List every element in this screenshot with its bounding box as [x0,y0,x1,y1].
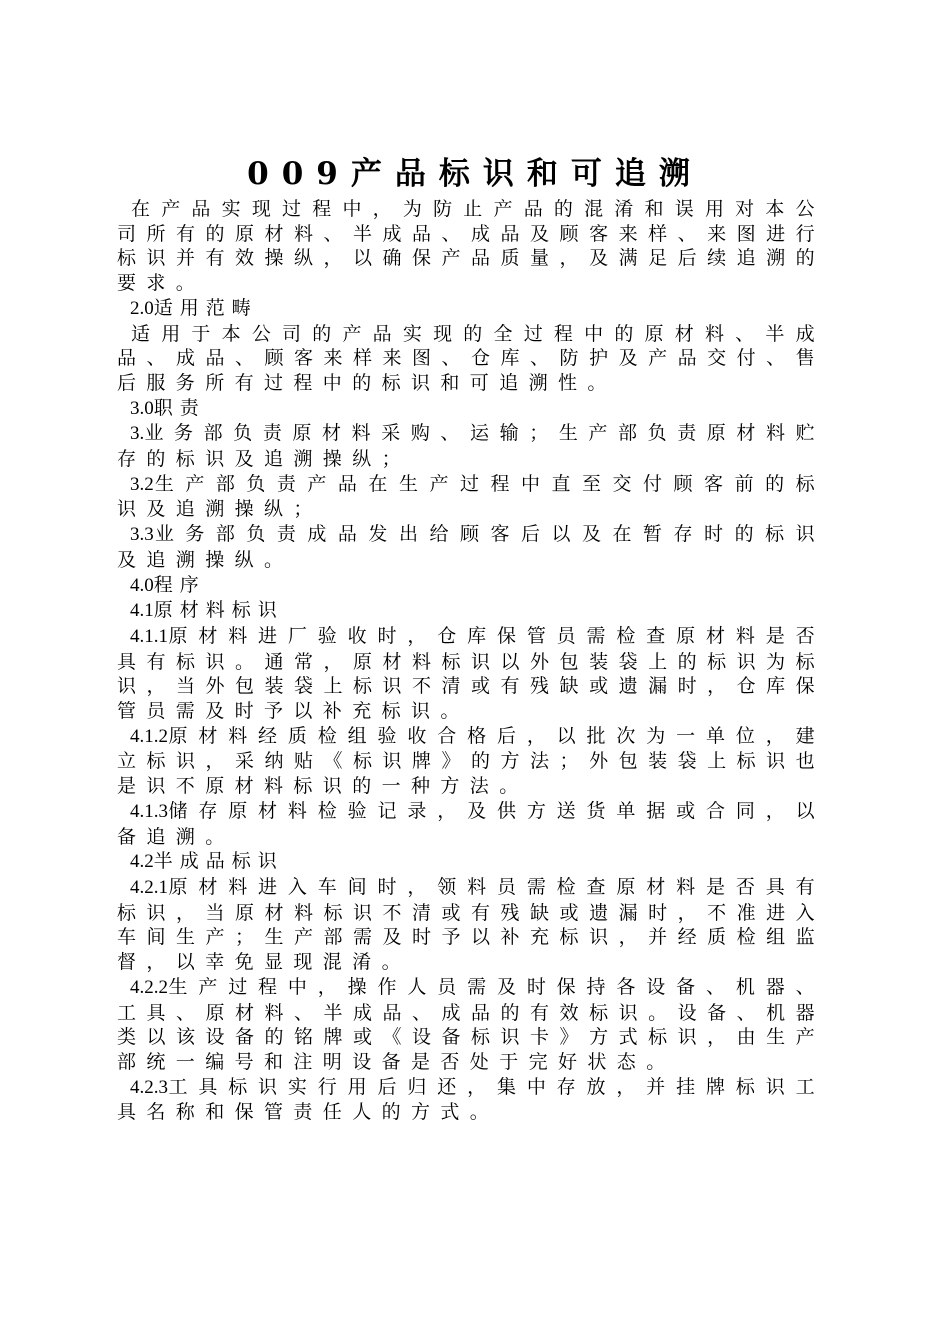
section-4-2-3-paragraph [117,1075,825,1125]
section-3-1-text: 业务部负责原材料采购、运输；生产部负责原材料贮存的标识及追溯操纵； [117,422,825,471]
section-4-2-heading [117,849,825,875]
section-4-2-3-text: 工具标识实行用后归还，集中存放，并挂牌标识工具名称和保管责任人的方式。 [117,1075,825,1124]
section-2-title: 适用范畴 [153,296,258,319]
section-4-2-number: 4.2 [130,851,154,873]
section-3-3-text: 业务部负责成品发出给顾客后以及在暂存时的标识及追溯操纵。 [117,523,825,571]
section-4-1-title: 原材料标识 [153,599,284,622]
section-3-1-number: 3. [130,423,145,445]
section-3-2-text: 生产部负责产品在生产过程中直至交付顾客前的标识及追溯操纵； [117,472,825,521]
section-3-2-number: 3.2 [130,473,154,495]
section-4-title: 程序 [153,573,206,596]
section-3-2-paragraph [117,472,825,522]
section-4-1-1-number: 4.1.1 [130,625,168,647]
section-4-2-2-paragraph [117,975,825,1075]
section-3-number: 3.0 [130,397,154,419]
document-body [117,197,825,1125]
section-2-heading [117,296,825,322]
section-4-number: 4.0 [130,574,154,596]
section-3-3-number: 3.3 [130,524,154,546]
section-4-1-2-paragraph [117,724,825,799]
section-4-1-number: 4.1 [130,600,154,622]
intro-paragraph: 在产品实现过程中，为防止产品的混淆和误用对本公司所有的原材料、半成品、成品及顾客来样、来图进行标识并有效操纵，以确保产品质量，及满足后续追溯的要求。 [117,198,825,295]
section-3-1-paragraph [117,421,825,471]
section-4-2-2-number: 4.2.2 [130,976,168,998]
section-4-1-heading [117,598,825,624]
section-4-1-3-paragraph [117,799,825,849]
section-4-1-3-text: 储存原材料检验记录，及供方送货单据或合同，以备追溯。 [117,799,825,848]
section-4-2-1-text: 原材料进入车间时，领料员需检查原材料是否具有标识，当原材料标识不清或有残缺或遗漏时，不准进入车间生产；生产部需及时予以补充标识，并经质检组监督，以幸免显现混淆。 [117,875,825,974]
section-4-1-2-number: 4.1.2 [130,725,168,747]
section-4-1-2-text: 原材料经质检组验收合格后，以批次为一单位，建立标识，采纳贴《标识牌》的方法；外包装袋上标识也是识不原材料标识的一种方法。 [117,724,825,798]
section-4-2-title: 半成品标识 [153,850,284,873]
section-4-heading [117,573,825,599]
section-3-heading [117,396,825,422]
section-2-number: 2.0 [130,297,154,319]
document-title: 009产品标识和可追溯 [247,156,703,192]
section-4-2-1-number: 4.2.1 [130,876,168,898]
section-4-1-1-paragraph [117,624,825,724]
section-4-2-3-number: 4.2.3 [130,1076,168,1098]
section-4-2-1-paragraph [117,875,825,975]
section-3-3-paragraph [117,522,825,572]
section-3-title: 职责 [153,396,206,419]
section-2-paragraph: 适用于本公司的产品实现的全过程中的原材料、半成品、成品、顾客来样来图、仓库、防护及产品交付、售后服务所有过程中的标识和可追溯性。 [117,322,825,394]
section-4-1-3-number: 4.1.3 [130,800,168,822]
section-4-2-2-text: 生产过程中，操作人员需及时保持各设备、机器、工具、原材料、半成品、成品的有效标识。设备、机器类以该设备的铭牌或《设备标识卡》方式标识，由生产部统一编号和注明设备是否处于完好状态。 [117,975,825,1073]
section-4-1-1-text: 原材料进厂验收时，仓库保管员需检查原材料是否具有标识。通常，原材料标识以外包装袋上的标识为标识，当外包装袋上标识不清或有残缺或遗漏时，仓库保管员需及时予以补充标识。 [117,624,825,723]
